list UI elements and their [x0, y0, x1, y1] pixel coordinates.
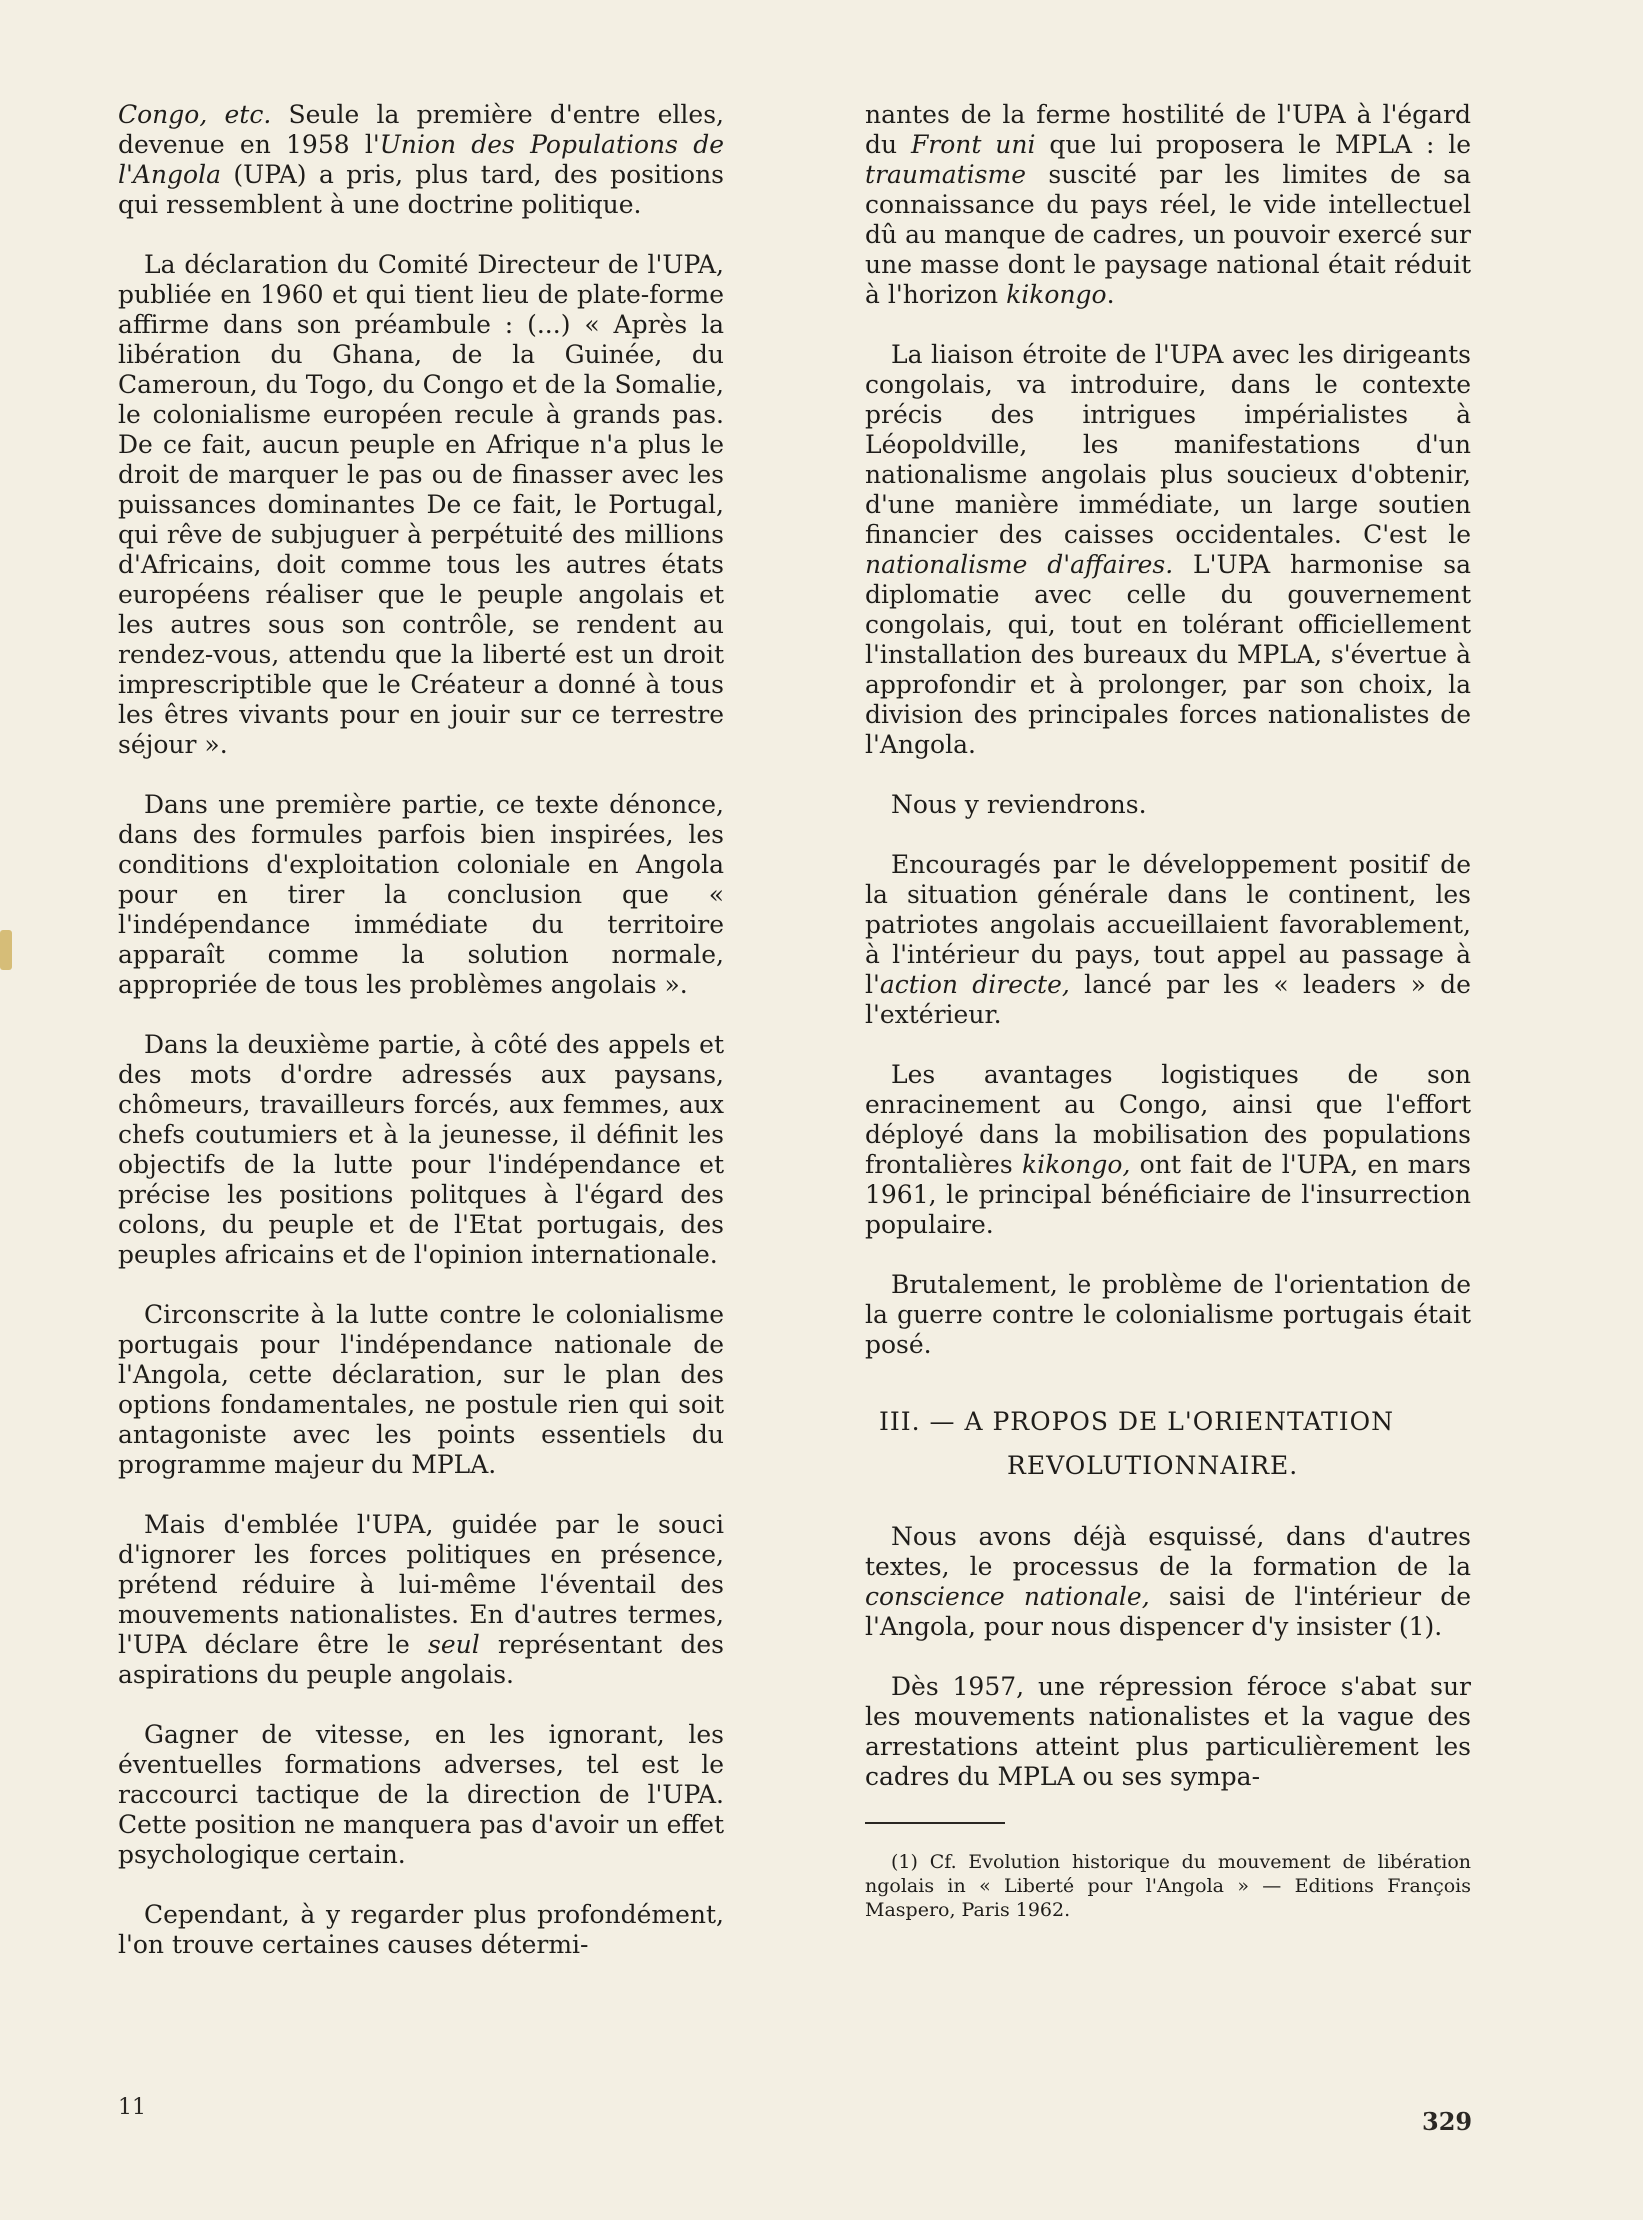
paragraph: [865, 100, 1471, 310]
text-run: Seule la première d'entre elles, devenue en 1958 l': [118, 100, 724, 159]
text-run: ont fait de l'UPA, en mars 1961, le principal bénéficiaire de l'insurrection populaire.: [865, 1150, 1471, 1239]
italic-text: conscience nationale,: [865, 1582, 1150, 1611]
section-heading: [865, 1400, 1471, 1488]
text-run: Nous avons déjà esquissé, dans d'autres textes, le processus de la formation de la: [865, 1522, 1471, 1581]
paragraph: Cependant, à y regarder plus profondément, l'on trouve certaines causes détermi-: [118, 1900, 724, 1959]
left-column: [118, 100, 724, 1990]
paragraph: [865, 1060, 1471, 1240]
page-number-right: 329: [1422, 2107, 1473, 2136]
italic-text: nationalisme d'affaires.: [865, 550, 1174, 579]
text-run: que lui proposera le MPLA : le: [1035, 130, 1471, 159]
italic-text: Congo, etc.: [118, 100, 272, 129]
text-run: saisi de l'intérieur de l'Angola, pour nous dispencer d'y insister (1).: [865, 1582, 1471, 1641]
footnote: (1) Cf. Evolution historique du mouvement de libération ngolais in « Liberté pour l'Angola » — Editions François Maspero, Paris 1962.: [865, 1851, 1471, 1921]
text-run: La liaison étroite de l'UPA avec les dirigeants congolais, va introduire, dans le contexte précis des intrigues impérialistes à Léopoldville, les manifestations d'un nationalisme angolais plus soucieux d'obtenir, d'une manière immédiate, un large soutien financier des caisses occidentales. C'est le: [865, 340, 1471, 549]
text-run: suscité par les limites de sa connaissance du pays réel, le vide intellectuel dû au manque de cadres, un pouvoir exercé sur une masse dont le paysage national était réduit à l'horizon: [865, 160, 1471, 309]
italic-text: seul: [427, 1630, 480, 1659]
margin-stain: [0, 930, 12, 970]
paragraph: Dès 1957, une répression féroce s'abat sur les mouvements nationalistes et la vague des arrestations atteint plus particulièrement les cadres du MPLA ou ses sympa-: [865, 1672, 1471, 1791]
paragraph: Nous y reviendrons.: [891, 790, 1147, 819]
footnote-rule: [865, 1822, 1005, 1824]
italic-text: traumatisme: [865, 160, 1026, 189]
paragraph: La déclaration du Comité Directeur de l'UPA, publiée en 1960 et qui tient lieu de plate-forme affirme dans son préambule : (...) « Après la libération du Ghana, de la Guinée, du Cameroun, du Togo, du Congo et de la Somalie, le colonialisme européen recule à grands pas. De ce fait, aucun peuple en Afrique n'a plus le droit de marquer le pas ou de finasser avec les puissances dominantes De ce fait, le Portugal, qui rêve de subjuguer à perpétuité des millions d'Africains, doit comme tous les autres états européens réaliser que le peuple angolais et les autres sous son contrôle, se rendent au rendez-vous, attendu que la liberté est un droit imprescriptible que le Créateur a donné à tous les êtres vivants pour en jouir sur ce terrestre séjour ».: [118, 250, 724, 759]
paragraph: Dans la deuxième partie, à côté des appels et des mots d'ordre adressés aux paysans, chômeurs, travailleurs forcés, aux femmes, aux chefs coutumiers et à la jeunesse, il définit les objectifs de la lutte pour l'indépendance et précise les positions politques à l'égard des colons, du peuple et de l'Etat portugais, des peuples africains et de l'opinion internationale.: [118, 1030, 724, 1269]
right-column: [865, 100, 1471, 1922]
text-run: Encouragés par le développement positif de la situation générale dans le continent, les patriotes angolais accueillaient favorablement, à l'intérieur du pays, tout appel au passage à l': [865, 850, 1471, 999]
text-run: lancé par les « leaders » de l'extérieur.: [865, 970, 1471, 1029]
text-run: (UPA) a pris, plus tard, des positions qui ressemblent à une doctrine politique.: [118, 160, 724, 219]
text-run: L'UPA harmonise sa diplomatie avec celle du gouvernement congolais, qui, tout en tolérant officiellement l'installation des bureaux du MPLA, s'évertue à approfondir et à prolonger, par son choix, la division des principales forces nationalistes de l'Angola.: [865, 550, 1471, 759]
paragraph: [865, 1522, 1471, 1642]
paragraph: [118, 1510, 724, 1690]
italic-text: action directe,: [879, 970, 1070, 999]
paragraph: Circonscrite à la lutte contre le colonialisme portugais pour l'indépendance nationale de l'Angola, cette déclaration, sur le plan des options fondamentales, ne postule rien qui soit antagoniste avec les points essentiels du programme majeur du MPLA.: [118, 1300, 724, 1479]
paragraph: Brutalement, le problème de l'orientation de la guerre contre le colonialisme portugais était posé.: [865, 1270, 1471, 1359]
paragraph: Dans une première partie, ce texte dénonce, dans des formules parfois bien inspirées, les conditions d'exploitation coloniale en Angola pour en tirer la conclusion que « l'indépendance immédiate du territoire apparaît comme la solution normale, appropriée de tous les problèmes angolais ».: [118, 790, 724, 999]
section-heading-line: III. — A PROPOS DE L'ORIENTATION: [879, 1407, 1394, 1436]
page-number-left: 11: [118, 2095, 146, 2120]
paragraph: [865, 850, 1471, 1030]
text-run: Mais d'emblée l'UPA, guidée par le souci d'ignorer les forces politiques en présence, prétend réduire à lui-même l'éventail des mouvements nationalistes. En d'autres termes, l'UPA déclare être le: [118, 1510, 724, 1659]
paragraph: [118, 100, 724, 220]
text-run: .: [1106, 280, 1115, 309]
text-run: représentant des aspirations du peuple angolais.: [118, 1630, 724, 1689]
paragraph: [865, 340, 1471, 760]
text-run: Les avantages logistiques de son enracinement au Congo, ainsi que l'effort déployé dans la mobilisation des populations frontalières: [865, 1060, 1471, 1179]
italic-text: kikongo,: [1021, 1150, 1131, 1179]
italic-text: Front uni: [910, 130, 1036, 159]
text-run: nantes de la ferme hostilité de l'UPA à l'égard du: [865, 100, 1471, 159]
paragraph: Gagner de vitesse, en les ignorant, les éventuelles formations adverses, tel est le raccourci tactique de la direction de l'UPA. Cette position ne manquera pas d'avoir un effet psychologique certain.: [118, 1720, 724, 1869]
italic-text: kikongo: [1006, 280, 1107, 309]
section-heading-line: REVOLUTIONNAIRE.: [1007, 1451, 1299, 1480]
italic-text: Union des Populations de l'Angola: [118, 130, 724, 189]
